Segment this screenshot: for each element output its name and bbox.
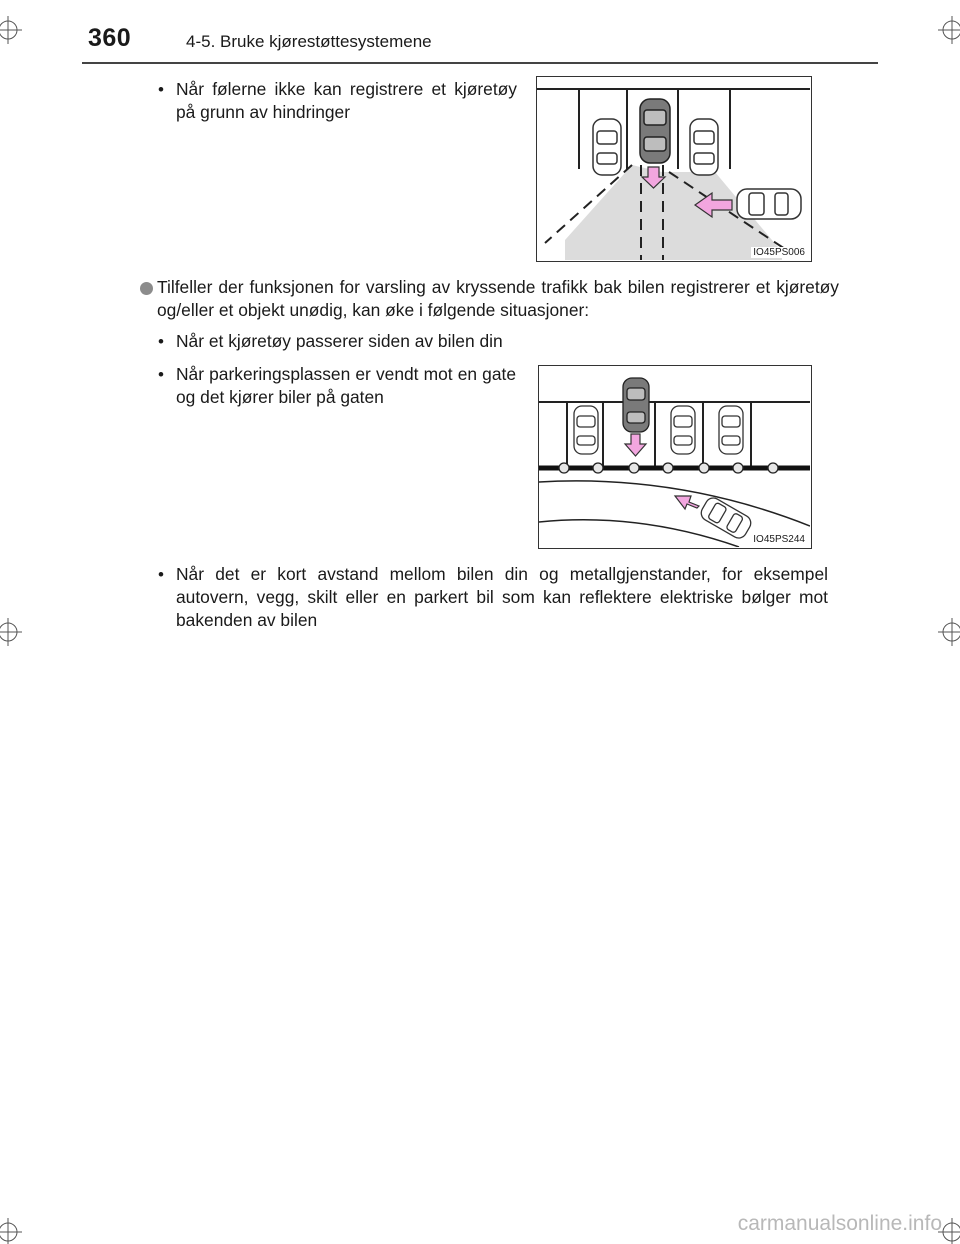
registration-mark-top-left bbox=[0, 10, 30, 50]
approaching-car bbox=[698, 495, 753, 541]
bullet-marker: • bbox=[158, 365, 164, 384]
registration-mark-bottom-left bbox=[0, 1210, 30, 1244]
parked-car bbox=[719, 406, 743, 454]
parked-car bbox=[671, 406, 695, 454]
parked-car-left bbox=[593, 119, 621, 175]
section-title: 4-5. Bruke kjørestøttesystemene bbox=[186, 32, 432, 51]
parking-facing-street-illustration bbox=[539, 366, 810, 547]
main-point-text: Tilfeller der funksjonen for varsling av kryssende trafikk bak bilen registrerer et kjøretøy og/eller et objekt unødig, kan øke i følgende situasjoner: bbox=[157, 277, 839, 320]
bullet-text-sensors-blocked: Når følerne ikke kan registrere et kjøretøy på grunn av hindringer bbox=[176, 79, 517, 122]
page-number: 360 bbox=[88, 24, 132, 52]
bullet-marker: • bbox=[158, 565, 164, 584]
parked-car bbox=[574, 406, 598, 454]
registration-mark-mid-right bbox=[930, 612, 960, 652]
figure-parking-facing-street bbox=[538, 365, 812, 549]
bullet-marker: • bbox=[158, 80, 164, 99]
watermark: carmanualsonline.info bbox=[737, 1212, 942, 1235]
figure-id-label: IO45PS006 bbox=[753, 247, 805, 258]
reverse-arrow bbox=[625, 434, 646, 456]
parked-car-right bbox=[690, 119, 718, 175]
own-car bbox=[623, 378, 649, 432]
bullet-text-metal-objects: Når det er kort avstand mellom bilen din og metallgjenstander, for eksempel autovern, vegg, skilt eller en parkert bil som kan reflektere elektriske bølger mot bakenden av bilen bbox=[176, 564, 828, 630]
figure-id-label: IO45PS244 bbox=[753, 534, 805, 545]
approaching-vehicle-arrow bbox=[675, 496, 699, 509]
header-rule bbox=[82, 62, 878, 64]
own-car bbox=[640, 99, 670, 163]
registration-mark-top-right bbox=[930, 10, 960, 50]
registration-mark-mid-left bbox=[0, 612, 30, 652]
bullet-text-parking-facing-street: Når parkeringsplassen er vendt mot en gate og det kjører biler på gaten bbox=[176, 364, 516, 407]
bullet-marker: • bbox=[158, 332, 164, 351]
section-point-marker bbox=[140, 282, 153, 295]
approaching-car bbox=[737, 189, 801, 219]
figure-parking-obstruction bbox=[536, 76, 812, 262]
bullet-text-vehicle-passing: Når et kjøretøy passerer siden av bilen din bbox=[176, 331, 503, 351]
parking-obstruction-illustration bbox=[537, 77, 810, 260]
